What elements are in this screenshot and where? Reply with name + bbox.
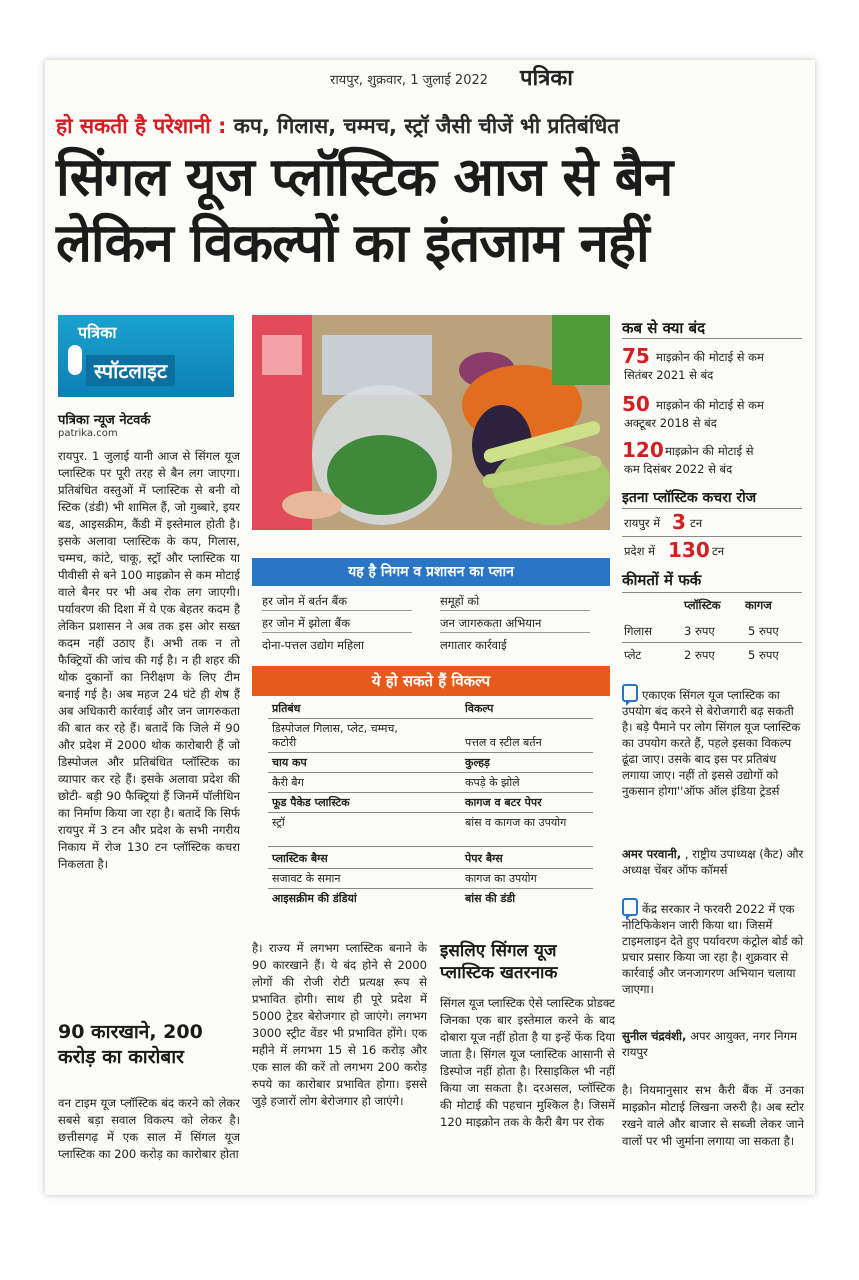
price-item: गिलास [624, 624, 653, 638]
quote-text: केंद्र सरकार ने फरवरी 2022 में एक नोटिफिकेशन जारी किया था। जिसमें टाइमलाइन देते हुए पर्यावरण कंट्रोल बोर्ड को प्रचार प्रसार किया जा रहा है। शुक्रवार से कार्रवाई और जनजागरण अभियान चलाया जाएगा। [622, 902, 804, 996]
microphone-icon [68, 345, 82, 375]
alt-option-item: कागज व बटर पेपर [465, 796, 542, 809]
quote-icon [622, 684, 638, 702]
alt-option-item: पेपर बैग्स [465, 852, 503, 865]
divider [622, 536, 802, 537]
kicker-highlight: हो सकती है परेशानी : [56, 114, 227, 138]
vegetable-market-photo [252, 315, 610, 530]
ban-number: 50 [622, 392, 650, 416]
subhead-danger: इसलिए सिंगल यूज प्लास्टिक खतरनाक [440, 941, 558, 983]
ban-number: 75 [622, 344, 650, 368]
byline: पत्रिका न्यूज नेटवर्क [58, 413, 151, 428]
alt-option-item: बांस की डंडी [465, 892, 516, 905]
ban-text: माइक्रोन की मोटाई से कम [656, 398, 764, 412]
spotlight-brand: पत्रिका [78, 323, 117, 342]
plan-item: लगातार कार्रवाई [440, 638, 507, 652]
divider [622, 338, 802, 339]
divider [262, 632, 412, 633]
kicker-text: कप, गिलास, चम्मच, स्ट्रॉ जैसी चीजें भी प्रतिबंधित [226, 114, 620, 138]
quote-icon [622, 898, 638, 916]
kicker [56, 112, 619, 140]
waste-place: प्रदेश में [624, 544, 656, 558]
alt-banned-item: सजावट के समान [272, 872, 341, 885]
plan-item: समूहों को [440, 594, 480, 608]
divider [622, 508, 802, 509]
price-paper: 5 रुपए [748, 648, 779, 662]
divider [268, 752, 593, 753]
divider [268, 888, 593, 889]
quote-official [622, 898, 804, 997]
divider [268, 718, 593, 719]
quote-text: एकाएक सिंगल यूज प्लास्टिक का उपयोग बंद करने से बेरोजगारी बढ़ सकती है। बड़े पैमाने पर लोग सिंगल यूज प्लास्टिक का उपयोग करते हैं, पहले इसका विकल्प ढूंढा जाए। उसके बाद इस पर प्रतिबंध लगाया जाए। नहीं तो इससे उद्योगों को नुकसान होगा''ऑफ ऑल इंडिया ट्रेडर्स [622, 688, 801, 798]
story-column-2: है। राज्य में लगभग प्लास्टिक बनाने के 90 कारखाने हैं। ये बंद होने से 2000 लोगों की रोजी रोटी प्रत्यक्ष रूप से प्रभावित होगी। साथ ही पूरे प्रदेश में 5000 ट्रेडर बेरोजगार हो जाएंगे। लगभग 3000 स्ट्रीट वेंडर भी प्रभावित होंगे। एक महीने में लगभग 15 से 16 करोड़ और एक साल की करें तो लगभग 200 करोड़ रुपये का कारोबार प्रभावित होगा। इससे जुड़े हजारों लोग बेरोजगार हो जाएंगे। [252, 941, 427, 1108]
subhead-factories: 90 कारखाने, 200 करोड़ का कारोबार [58, 1021, 203, 1068]
alt-banned-item: कैरी बैग [272, 776, 304, 789]
quote-attribution [622, 1028, 804, 1060]
sidebar-heading-ban-timeline: कब से क्या बंद [622, 319, 706, 337]
headline-line-2: लेकिन विकल्पों का इंतजाम नहीं [56, 213, 649, 274]
divider [268, 846, 593, 847]
waste-place: रायपुर में [624, 516, 661, 530]
waste-unit: टन [690, 516, 703, 530]
price-col-paper: कागज [745, 598, 772, 612]
alt-banned-item: प्लास्टिक बैग्स [272, 852, 328, 865]
divider [440, 610, 590, 611]
divider [622, 592, 802, 593]
photo-illustration [252, 315, 610, 530]
sidebar-heading-waste: इतना प्लॉस्टिक कचरा रोज [622, 490, 757, 506]
plan-item: दोना-पत्तल उद्योग महिला [262, 638, 364, 652]
quote-role: , राष्ट्रीय उपाध्यक्ष (कैट) और अध्यक्ष चेंबर ऑफ कॉमर्स [622, 847, 804, 877]
headline [56, 145, 672, 277]
story-column-1: रायपुर. 1 जुलाई यानी आज से सिंगल यूज प्लास्टिक पर पूरी तरह से बैन लग जाएगा। प्रतिबंधित वस्तुओं में प्लास्टिक से बनी वो स्टिक (डंडी) भी शामिल हैं, जो गुब्बारे, इयर बड, आइसक्रीम, कैंडी में इस्तेमाल होती है। इसके अलावा प्लास्टिक के कप, गिलास, चम्मच, कांटे, चाकू, स्ट्रॉ और प्लास्टिक या पीवीसी से बने 100 माइक्रोन से कम मोटाई वाले बैनर पर भी अब रोक लग जाएगी। पर्यावरण की दिशा में ये एक बेहतर कदम है लेकिन प्रशासन ने अब तक इस ओर सख्त कदम नहीं उठाए हैं। अभी तक न तो फैक्ट्रियों की जांच की गई है। न ही शहर की थोक दुकानों का निरीक्षण के लिए टीम बनाई गई है। अब महज 24 घंटे ही शेष हैं अब अधिकारी कार्रवाई और जन जागरुकता की बात कर रहे हैं। बतादें कि जिले में 90 और प्रदेश में 2000 थोक कारोबारी हैं जो डिस्पोजल और प्रतिबंधित प्लॉस्टिक का व्यापार कर रहे हैं। इसके अलावा प्रदेश की छोटी- बड़ी 90 फैक्ट्रियां हैं जिनमें पॉलीथिन का निर्माण किया जा रहा है। बतादें कि सिर्फ रायपुर में 3 टन और प्रदेश के सभी नगरीय निकाय में रोज 130 टन प्लॉस्टिक कचरा निकलता है। [58, 449, 240, 871]
ban-text: कम दिसंबर 2022 से बंद [624, 462, 733, 476]
price-plastic: 3 रुपए [684, 624, 715, 638]
divider [268, 868, 593, 869]
alt-option-item: कागज का उपयोग [465, 872, 537, 885]
ban-text: अक्टूबर 2018 से बंद [624, 416, 717, 430]
waste-number: 130 [668, 538, 710, 562]
spotlight-badge [58, 315, 234, 397]
alt-option-item: पत्तल व स्टील बर्तन [465, 736, 542, 749]
dateline: रायपुर, शुक्रवार, 1 जुलाई 2022 [330, 73, 489, 88]
divider [440, 632, 590, 633]
alt-banned-item: फूड पैकेड प्लास्टिक [272, 796, 350, 809]
plan-item: जन जागरुकता अभियान [440, 616, 542, 630]
alt-banned-item: चाय कप [272, 756, 307, 769]
price-paper: 5 रुपए [748, 624, 779, 638]
ban-number: 120 [622, 438, 664, 462]
story-column-1b: वन टाइम यूज प्लॉस्टिक बंद करने को लेकर सबसे बड़ा सवाल विकल्प को लेकर है। छत्तीसगढ़ में एक साल में सिंगल यूज प्लास्टिक का 200 करोड़ का कारोबार होता [58, 1096, 240, 1161]
alt-col-alt-header: विकल्प [465, 702, 494, 715]
price-col-plastic: प्लॉस्टिक [684, 598, 721, 612]
waste-number: 3 [672, 510, 686, 534]
spotlight-title: स्पॉटलाइट [86, 355, 175, 386]
quote-role: अपर आयुक्त, नगर निगम रायपुर [622, 1029, 798, 1059]
divider [268, 772, 593, 773]
alt-option-item: कुल्हड़ [465, 756, 490, 769]
byline-url: patrika.com [58, 428, 118, 439]
quote-traders [622, 684, 804, 799]
alt-option-item: बांस व कागज का उपयोग [465, 816, 567, 829]
quote-person: सुनील चंद्रवंशी, [622, 1029, 687, 1043]
story-column-3: सिंगल यूज प्लास्टिक ऐसे प्लास्टिक प्रोडक्ट जिनका एक बार इस्तेमाल करने के बाद दोबारा यूज नहीं होता है या इन्हें फेंक दिया जाता है। सिंगल यूज प्लास्टिक आसानी से डिस्पोज नहीं होता है। रिसाइकिल भी नहीं किया जा सकता है। दरअसल, प्लॉस्टिक की मोटाई की पहचान मुश्किल है। जिसमें 120 माइक्रोन तक के कैरी बैग पर रोक [440, 996, 615, 1129]
quote-person: अमर परवानी, [622, 847, 682, 861]
divider [622, 642, 802, 643]
ban-text: सितंबर 2021 से बंद [624, 368, 714, 382]
alt-banned-item: आइसक्रीम की डंडियां [272, 892, 357, 905]
story-column-4: है। नियमानुसार सभ कैरी बैंक में उनका माइक्रोन मोटाई लिखना जरुरी है। अब स्टोर रखने वाले और बाजार से सब्जी लेकर जाने वालों पर भी जुर्माना लगाया जा सकता है। [622, 1083, 804, 1148]
alt-option-item: कपड़े के झोले [465, 776, 520, 789]
divider [268, 812, 593, 813]
divider [268, 792, 593, 793]
waste-unit: टन [712, 544, 725, 558]
plan-heading: यह है निगम व प्रशासन का प्लान [252, 558, 610, 586]
plan-item: हर जोन में झोला बैंक [262, 616, 351, 630]
alt-col-banned-header: प्रतिबंध [272, 702, 301, 715]
price-plastic: 2 रुपए [684, 648, 715, 662]
divider [262, 610, 412, 611]
masthead-logo: पत्रिका [520, 65, 573, 91]
ban-text: माइक्रोन की मोटाई से [665, 444, 754, 458]
alt-banned-item: स्ट्रॉ [272, 816, 285, 829]
headline-line-1: सिंगल यूज प्लॉस्टिक आज से बैन [56, 147, 673, 208]
plan-item: हर जोन में बर्तन बैंक [262, 594, 348, 608]
quote-attribution [622, 846, 804, 878]
alternatives-heading: ये हो सकते हैं विकल्प [252, 666, 610, 696]
alt-banned-item: डिस्पोजल गिलास, प्लेट, चम्मच, कटोरी [272, 722, 398, 749]
sidebar-heading-prices: कीमतों में फर्क [622, 571, 702, 589]
price-item: प्लेट [624, 648, 642, 662]
ban-text: माइक्रोन की मोटाई से कम [656, 350, 764, 364]
